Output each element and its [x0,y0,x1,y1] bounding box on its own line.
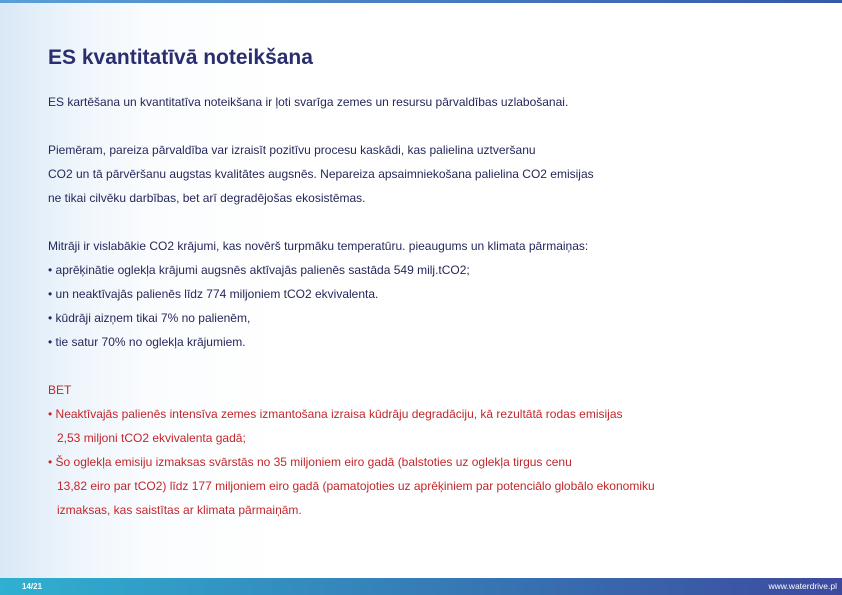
example-paragraph [48,138,808,210]
example-line: Piemēram, pareiza pārvaldība var izraisīt pozitīvu procesu kaskādi, kas palielina uztveršanu [48,143,536,157]
top-accent-bar [0,0,842,3]
footer-bar [0,578,842,595]
spacer [48,354,808,378]
example-line: ne tikai cilvēku darbības, bet arī degradējošas ekosistēmas. [48,191,366,205]
wetlands-lead-text: Mitrāji ir vislabākie CO2 krājumi, kas novērš turpmāku temperatūru. pieaugums un klimata pārmaiņas: [48,239,589,253]
wetlands-list [48,258,808,354]
list-item: • kūdrāji aizņem tikai 7% no palienēm, [48,311,251,325]
example-line: CO2 un tā pārvēršanu augstas kvalitātes augsnēs. Nepareiza apsaimniekošana palielina CO2 emisijas [48,167,594,181]
list-item-continuation: 2,53 miljoni tCO2 ekvivalenta gadā; [57,431,246,445]
spacer [48,210,808,234]
list-item-line: • Šo oglekļa emisiju izmaksas svārstās no 35 miljoniem eiro gadā (balstoties uz oglekļa tirgus cenu [48,455,572,469]
website-url: www.waterdrive.pl [768,581,837,591]
intro-text: ES kartēšana un kvantitatīva noteikšana ir ļoti svarīga zemes un resursu pārvaldības uzlabošanai. [48,95,569,109]
list-item-continuation: izmaksas, kas saistītas ar klimata pārmaiņām. [57,503,302,517]
but-list [48,402,808,522]
list-item [48,450,808,522]
slide-body [48,90,808,522]
slide-title: ES kvantitatīvā noteikšana [48,46,313,69]
list-item: • aprēķinātie oglekļa krājumi augsnēs aktīvajās palienēs sastāda 549 milj.tCO2; [48,263,470,277]
list-item [48,402,808,450]
list-item-continuation: 13,82 eiro par tCO2) līdz 177 miljoniem eiro gadā (pamatojoties uz aprēķiniem par potenciālo globālo ekonomiku [57,479,655,493]
list-item-line: • Neaktīvajās palienēs intensīva zemes izmantošana izraisa kūdrāju degradāciju, kā rezultātā rodas emisijas [48,407,623,421]
list-item: • un neaktīvajās palienēs līdz 774 miljoniem tCO2 ekvivalenta. [48,287,379,301]
list-item: • tie satur 70% no oglekļa krājumiem. [48,335,246,349]
page-number: 14/21 [22,582,43,591]
spacer [48,114,808,138]
but-heading: BET [48,383,72,397]
